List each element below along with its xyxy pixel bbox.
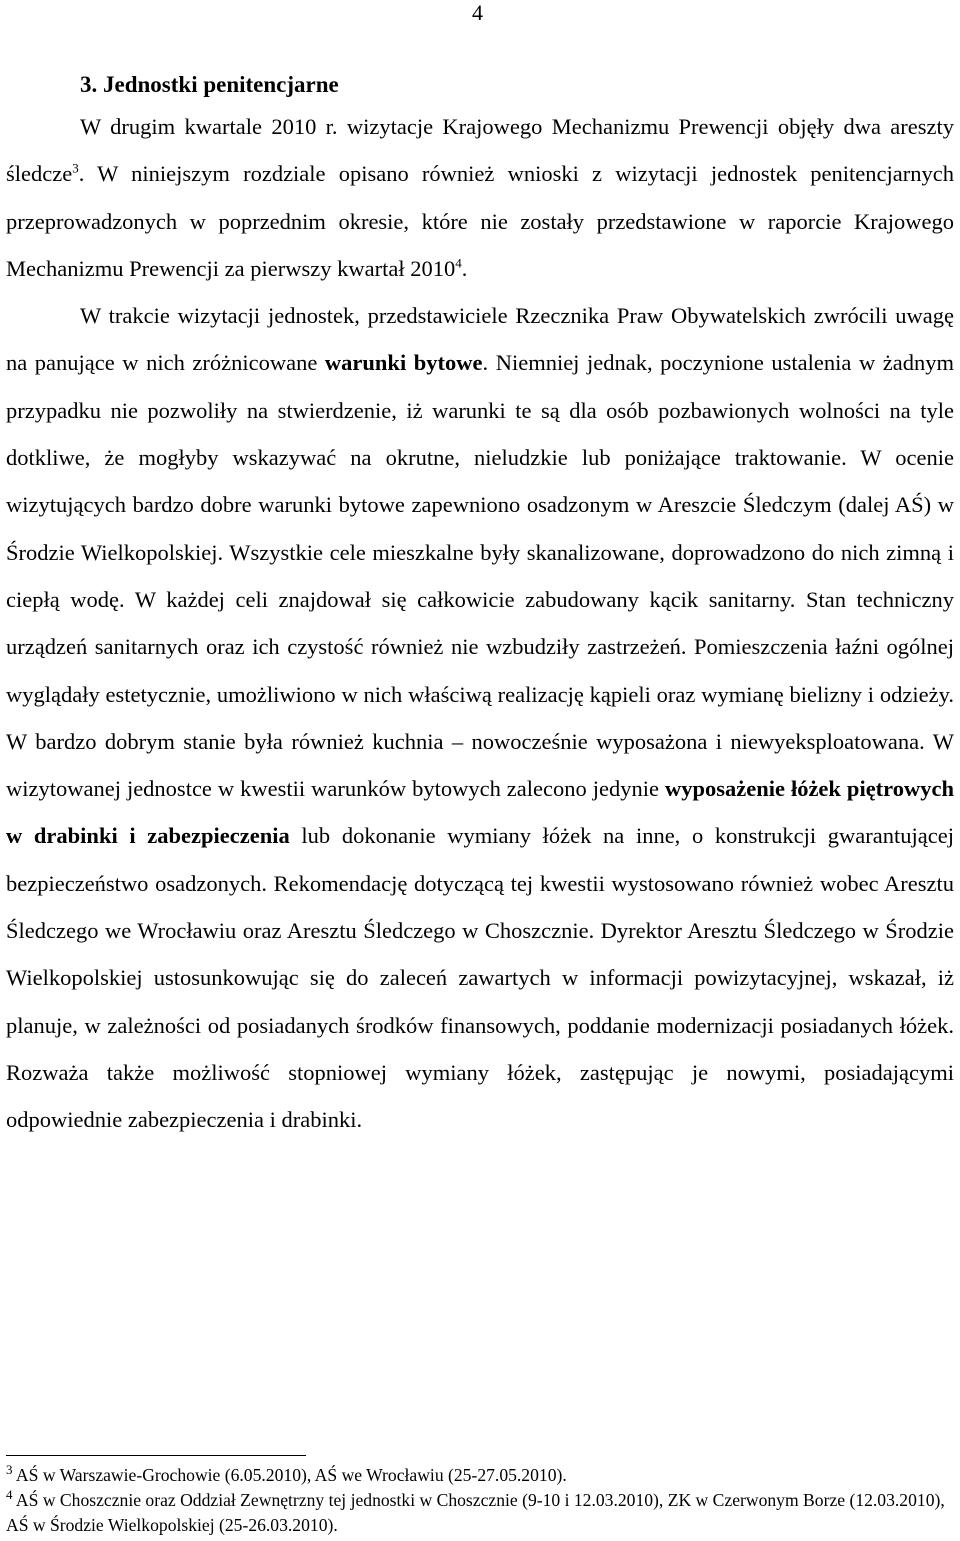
section-heading: 3. Jednostki penitencjarne	[80, 72, 339, 97]
paragraph-2-text-b: . Niemniej jednak, poczynione ustalenia w żadnym przypadku nie pozwoliły na stwierdzenie, iż warunki te są dla osób pozbawionych wolności na tyle dotkliwe, że mogłyby wskazywać na okrutne, nieludzkie lub poniżające traktowanie. W ocenie wizytujących bardzo dobre warunki bytowe zapewniono osadzonym w Areszcie Śledczym (dalej AŚ) w Środzie Wielkopolskiej. Wszystkie cele mieszkalne były skanalizowane, doprowadzono do nich zimną i ciepłą wodę. W każdej celi znajdował się całkowicie zabudowany kącik sanitarny. Stan techniczny urządzeń sanitarnych oraz ich czystość również nie wzbudziły zastrzeżeń. Pomieszczenia łaźni ogólnej wyglądały estetycznie, umożliwiono w nich właściwą realizację kąpieli oraz wymianę bielizny i odzieży. W bardzo dobrym stanie była również kuchnia – nowocześnie wyposażona i niewyeksploatowana. W wizytowanej jednostce w kwestii warunków bytowych zalecono jedynie	[6, 350, 954, 802]
footnotes	[6, 1463, 954, 1538]
paragraph-2-emphasis-living-conditions: warunki bytowe	[324, 350, 483, 376]
paragraph-1-text-c: .	[461, 255, 468, 281]
footnote-ref-4: 4	[455, 255, 462, 271]
footnote-mark: 3	[6, 1462, 13, 1478]
footnote-text: AŚ w Choszcznie oraz Oddział Zewnętrzny tej jednostki w Choszcznie (9-10 i 12.03.2010), ZK w Czerwonym Borze (12.03.2010), AŚ w Środzie Wielkopolskiej (25-26.03.2010).	[6, 1490, 945, 1535]
paragraph-2-text-a: W trakcie wizytacji jednostek, przedstawiciele Rzecznika Praw Obywatelskich zwrócili uwagę na panujące w nich zróżnicowane	[6, 303, 954, 376]
paragraph-1-text-a: W drugim kwartale 2010 r. wizytacje Krajowego Mechanizmu Prewencji objęły dwa areszty śledcze	[6, 114, 954, 187]
body-text	[6, 103, 954, 1144]
footnote-3	[6, 1463, 954, 1488]
footnote-separator	[6, 1455, 306, 1456]
footnote-text: AŚ w Warszawie-Grochowie (6.05.2010), AŚ we Wrocławiu (25-27.05.2010).	[12, 1465, 567, 1485]
paragraph-1-text-b: . W niniejszym rozdziale opisano również wnioski z wizytacji jednostek penitencjarnych przeprowadzonych w poprzednim okresie, które nie zostały przedstawione w raporcie Krajowego Mechanizmu Prewencji za pierwszy kwartał 2010	[6, 161, 954, 281]
paragraph-2-emphasis-bunk-beds: wyposażenie łóżek piętrowych w drabinki i zabezpieczenia	[6, 776, 954, 849]
paragraph-2	[6, 292, 954, 1143]
page-number: 4	[472, 0, 483, 25]
footnote-ref-3: 3	[72, 160, 79, 176]
footnote-mark: 4	[6, 1487, 13, 1503]
footnote-4	[6, 1488, 954, 1538]
paragraph-1	[6, 103, 954, 292]
paragraph-2-text-c: lub dokonanie wymiany łóżek na inne, o konstrukcji gwarantującej bezpieczeństwo osadzonych. Rekomendację dotyczącą tej kwestii wystosowano również wobec Aresztu Śledczego we Wrocławiu oraz Aresztu Śledczego w Choszcznie. Dyrektor Aresztu Śledczego w Środzie Wielkopolskiej ustosunkowując się do zaleceń zawartych w informacji powizytacyjnej, wskazał, iż planuje, w zależności od posiadanych środków finansowych, poddanie modernizacji posiadanych łóżek. Rozważa także możliwość stopniowej wymiany łóżek, zastępując je nowymi, posiadającymi odpowiednie zabezpieczenia i drabinki.	[6, 823, 954, 1133]
